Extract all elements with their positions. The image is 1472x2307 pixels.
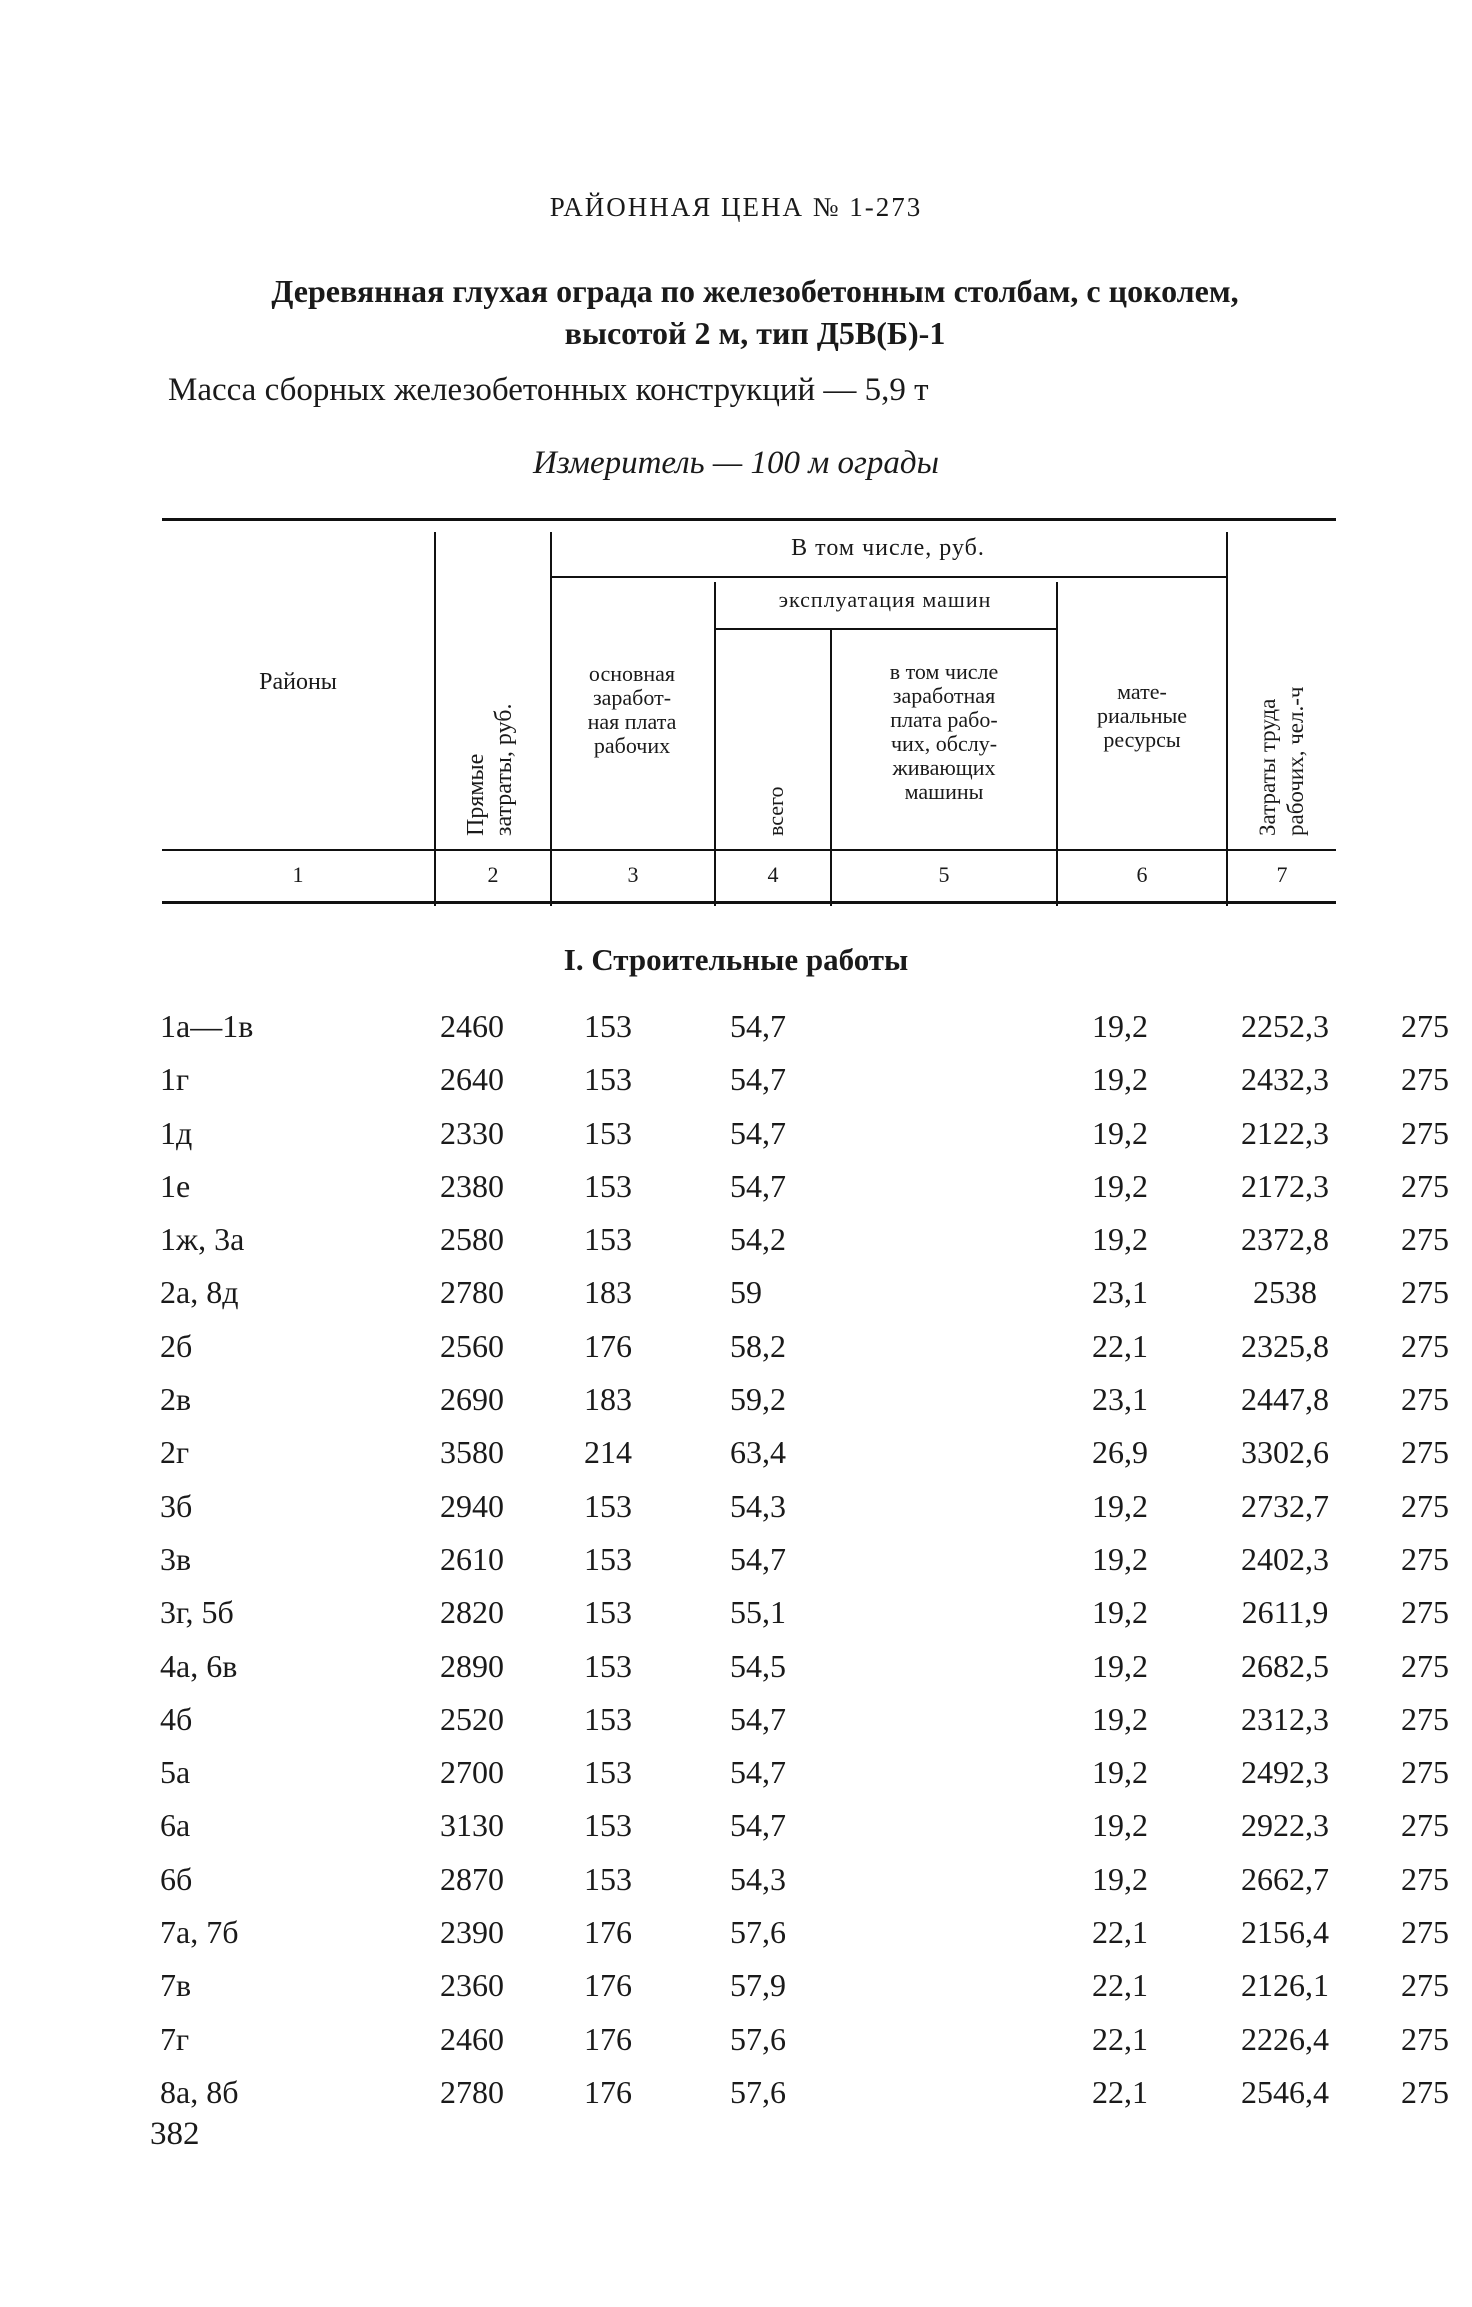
title-line-1: Деревянная глухая ограда по железобетонным столбам, с цоколем, [271, 273, 1239, 309]
region-cell: 6б [160, 1860, 193, 1897]
machine-wage-cell: 22,1 [1092, 1914, 1148, 1951]
base-wage-cell: 153 [584, 1008, 632, 1044]
labor-cell: 275 [1401, 2020, 1449, 2057]
base-wage-cell: 153 [584, 1540, 632, 1577]
title-line-2: высотой 2 м, тип Д5В(Б)-1 [564, 315, 946, 351]
labor-cell: 275 [1401, 1594, 1449, 1631]
direct-costs-cell: 2360 [440, 1967, 504, 2004]
base-wage-cell: 176 [584, 1967, 632, 2004]
column-number: 4 [767, 862, 779, 887]
machine-total-cell: 57,9 [730, 1967, 786, 2004]
machine-total-cell: 59 [730, 1274, 762, 1311]
machine-wage-cell: 22,1 [1092, 2073, 1148, 2110]
direct-costs-cell: 2330 [440, 1114, 504, 1151]
machine-total-cell: 57,6 [730, 2073, 786, 2110]
base-wage-cell: 153 [584, 1221, 632, 1258]
direct-costs-cell: 2780 [440, 2073, 504, 2110]
table-row [160, 1647, 1449, 1701]
mass-note: Масса сборных железобетонных конструкций — 5,9 т [168, 372, 929, 408]
direct-costs-cell: 2890 [440, 1647, 504, 1684]
direct-costs-cell: 2460 [440, 2020, 504, 2057]
region-cell: 6а [160, 1807, 191, 1844]
header-machine-operation: эксплуатация машин [778, 587, 992, 612]
base-wage-cell: 176 [584, 1914, 632, 1951]
header-base-wage: основная заработ- ная плата рабочих [587, 661, 677, 758]
materials-cell: 2156,4 [1241, 1914, 1329, 1951]
header-labor: Затраты труда рабочих, чел.-ч [1255, 686, 1308, 836]
region-cell: 7а, 7б [160, 1914, 239, 1951]
materials-cell: 2126,1 [1241, 1967, 1329, 2004]
direct-costs-cell: 2610 [440, 1540, 504, 1577]
base-wage-cell: 153 [584, 1807, 632, 1844]
table-row [160, 1700, 1449, 1754]
materials-cell: 2402,3 [1241, 1540, 1329, 1577]
machine-total-cell: 55,1 [730, 1594, 786, 1631]
header-including: В том числе, руб. [791, 535, 985, 561]
region-cell: 1ж, 3а [160, 1221, 245, 1258]
header-subrule [714, 628, 1056, 630]
labor-cell: 275 [1401, 1221, 1449, 1258]
machine-wage-cell: 22,1 [1092, 1967, 1148, 2004]
machine-total-cell: 57,6 [730, 2020, 786, 2057]
base-wage-cell: 176 [584, 2020, 632, 2057]
table-row [160, 1807, 1449, 1860]
machine-wage-cell: 19,2 [1092, 1594, 1148, 1631]
region-cell: 1а—1в [160, 1008, 254, 1044]
price-number-heading: РАЙОННАЯ ЦЕНА № 1-273 [549, 192, 923, 222]
labor-cell: 275 [1401, 1381, 1449, 1418]
base-wage-cell: 153 [584, 1754, 632, 1791]
machine-wage-cell: 22,1 [1092, 1327, 1148, 1364]
machine-wage-cell: 23,1 [1092, 1381, 1148, 1418]
table-row [160, 1434, 1449, 1487]
base-wage-cell: 153 [584, 1594, 632, 1631]
direct-costs-cell: 2690 [440, 1381, 504, 1418]
table-row [160, 1594, 1449, 1647]
machine-total-cell: 54,7 [730, 1754, 786, 1791]
column-number: 7 [1276, 862, 1288, 887]
base-wage-cell: 153 [584, 1700, 632, 1737]
header-bottom-rule [162, 901, 1336, 904]
labor-cell: 275 [1401, 1114, 1449, 1151]
machine-total-cell: 54,5 [730, 1647, 786, 1684]
table-row [160, 1487, 1449, 1541]
machine-total-cell: 54,7 [730, 1061, 786, 1098]
table-row [160, 1114, 1449, 1168]
machine-wage-cell: 26,9 [1092, 1434, 1148, 1471]
machine-total-cell: 54,7 [730, 1114, 786, 1151]
base-wage-cell: 153 [584, 1487, 632, 1524]
labor-cell: 275 [1401, 1274, 1449, 1311]
labor-cell: 275 [1401, 1327, 1449, 1364]
materials-cell: 2172,3 [1241, 1167, 1329, 1204]
materials-cell: 2447,8 [1241, 1381, 1329, 1418]
region-cell: 4б [160, 1700, 193, 1737]
table-row [160, 1061, 1449, 1114]
base-wage-cell: 176 [584, 2073, 632, 2110]
machine-total-cell: 54,7 [730, 1167, 786, 1204]
materials-cell: 2252,3 [1241, 1008, 1329, 1044]
table-row [160, 2073, 1449, 2127]
table-row [160, 1860, 1449, 1914]
region-cell: 2б [160, 1327, 193, 1364]
header-number-rule [162, 849, 1336, 851]
section-title: I. Строительные работы [563, 942, 909, 977]
column-number: 2 [487, 862, 499, 887]
labor-cell: 275 [1401, 1167, 1449, 1204]
machine-total-cell: 54,2 [730, 1221, 786, 1258]
base-wage-cell: 183 [584, 1381, 632, 1418]
machine-wage-cell: 19,2 [1092, 1008, 1148, 1044]
direct-costs-cell: 3130 [440, 1807, 504, 1844]
header-divider [714, 582, 716, 906]
base-wage-cell: 153 [584, 1647, 632, 1684]
base-wage-cell: 153 [584, 1114, 632, 1151]
labor-cell: 275 [1401, 1914, 1449, 1951]
region-cell: 1д [160, 1114, 193, 1151]
header-machine-total: всего [763, 786, 788, 836]
machine-total-cell: 54,3 [730, 1487, 786, 1524]
labor-cell: 275 [1401, 1860, 1449, 1897]
base-wage-cell: 176 [584, 1327, 632, 1364]
direct-costs-cell: 2700 [440, 1754, 504, 1791]
region-cell: 2а, 8д [160, 1274, 239, 1311]
direct-costs-cell: 2380 [440, 1167, 504, 1204]
header-divider [1056, 582, 1058, 906]
header-direct-costs: Прямые затраты, руб. [463, 703, 517, 836]
machine-total-cell: 58,2 [730, 1327, 786, 1364]
materials-cell: 2611,9 [1241, 1594, 1329, 1631]
header-materials: мате- риальные ресурсы [1096, 679, 1188, 752]
materials-cell: 3302,6 [1241, 1434, 1329, 1471]
labor-cell: 275 [1401, 1700, 1449, 1737]
table-row [160, 1540, 1449, 1594]
labor-cell: 275 [1401, 1967, 1449, 2004]
region-cell: 3б [160, 1487, 193, 1524]
machine-wage-cell: 19,2 [1092, 1221, 1148, 1258]
base-wage-cell: 153 [584, 1167, 632, 1204]
machine-wage-cell: 23,1 [1092, 1274, 1148, 1311]
machine-wage-cell: 19,2 [1092, 1700, 1148, 1737]
table-row [160, 1274, 1449, 1327]
header-top-rule [162, 518, 1336, 521]
direct-costs-cell: 3580 [440, 1434, 504, 1471]
table-row [160, 1167, 1449, 1221]
direct-costs-cell: 2560 [440, 1327, 504, 1364]
direct-costs-cell: 2870 [440, 1860, 504, 1897]
direct-costs-cell: 2460 [440, 1008, 504, 1044]
table-row [160, 1221, 1449, 1274]
column-number: 6 [1136, 862, 1148, 887]
table-row [160, 2020, 1449, 2074]
table-row [160, 1967, 1449, 2020]
region-cell: 4а, 6в [160, 1647, 238, 1684]
machine-total-cell: 54,7 [730, 1008, 786, 1044]
machine-total-cell: 54,7 [730, 1807, 786, 1844]
region-cell: 2в [160, 1381, 192, 1418]
labor-cell: 275 [1401, 1647, 1449, 1684]
machine-wage-cell: 19,2 [1092, 1807, 1148, 1844]
materials-cell: 2432,3 [1241, 1061, 1329, 1098]
column-number: 1 [292, 862, 304, 887]
table-body [160, 1008, 1449, 2127]
materials-cell: 2538 [1253, 1274, 1317, 1311]
region-cell: 5а [160, 1754, 191, 1791]
direct-costs-cell: 2820 [440, 1594, 504, 1631]
materials-cell: 2226,4 [1241, 2020, 1329, 2057]
materials-cell: 2662,7 [1241, 1860, 1329, 1897]
labor-cell: 275 [1401, 2073, 1449, 2110]
base-wage-cell: 214 [584, 1434, 632, 1471]
machine-wage-cell: 19,2 [1092, 1860, 1148, 1897]
table-row [160, 1008, 1449, 1061]
materials-cell: 2732,7 [1241, 1487, 1329, 1524]
labor-cell: 275 [1401, 1061, 1449, 1098]
table-row [160, 1327, 1449, 1381]
direct-costs-cell: 2640 [440, 1061, 504, 1098]
machine-wage-cell: 19,2 [1092, 1540, 1148, 1577]
materials-cell: 2922,3 [1241, 1807, 1329, 1844]
region-cell: 3г, 5б [160, 1594, 234, 1631]
table-row [160, 1914, 1449, 1967]
direct-costs-cell: 2390 [440, 1914, 504, 1951]
machine-wage-cell: 22,1 [1092, 2020, 1148, 2057]
column-number: 5 [938, 862, 950, 887]
labor-cell: 275 [1401, 1754, 1449, 1791]
region-cell: 1г [160, 1061, 190, 1098]
base-wage-cell: 153 [584, 1061, 632, 1098]
header-subrule [550, 576, 1226, 578]
machine-wage-cell: 19,2 [1092, 1114, 1148, 1151]
machine-wage-cell: 19,2 [1092, 1754, 1148, 1791]
materials-cell: 2372,8 [1241, 1221, 1329, 1258]
direct-costs-cell: 2940 [440, 1487, 504, 1524]
base-wage-cell: 183 [584, 1274, 632, 1311]
machine-total-cell: 54,7 [730, 1700, 786, 1737]
materials-cell: 2325,8 [1241, 1327, 1329, 1364]
measure-note: Измеритель — 100 м ограды [533, 445, 939, 481]
region-cell: 7г [160, 2020, 190, 2057]
machine-total-cell: 63,4 [730, 1434, 786, 1471]
region-cell: 2г [160, 1434, 190, 1471]
table-row [160, 1381, 1449, 1434]
labor-cell: 275 [1401, 1008, 1449, 1044]
direct-costs-cell: 2780 [440, 1274, 504, 1311]
machine-wage-cell: 19,2 [1092, 1487, 1148, 1524]
column-number: 3 [627, 862, 639, 887]
materials-cell: 2492,3 [1241, 1754, 1329, 1791]
machine-total-cell: 54,7 [730, 1540, 786, 1577]
machine-total-cell: 59,2 [730, 1381, 786, 1418]
region-cell: 8а, 8б [160, 2073, 239, 2110]
document-title [160, 270, 1350, 354]
machine-total-cell: 54,3 [730, 1860, 786, 1897]
labor-cell: 275 [1401, 1434, 1449, 1471]
materials-cell: 2682,5 [1241, 1647, 1329, 1684]
labor-cell: 275 [1401, 1487, 1449, 1524]
direct-costs-cell: 2580 [440, 1221, 504, 1258]
machine-total-cell: 57,6 [730, 1914, 786, 1951]
header-machine-wage: в том числе заработная плата рабо- чих, обслу- живающих машины [889, 659, 999, 804]
materials-cell: 2546,4 [1241, 2073, 1329, 2110]
region-cell: 7в [160, 1967, 192, 2004]
page-number: 382 [150, 2116, 200, 2152]
table-header [162, 518, 1336, 906]
region-cell: 1е [160, 1167, 191, 1204]
machine-wage-cell: 19,2 [1092, 1061, 1148, 1098]
labor-cell: 275 [1401, 1807, 1449, 1844]
machine-wage-cell: 19,2 [1092, 1167, 1148, 1204]
materials-cell: 2312,3 [1241, 1700, 1329, 1737]
base-wage-cell: 153 [584, 1860, 632, 1897]
machine-wage-cell: 19,2 [1092, 1647, 1148, 1684]
direct-costs-cell: 2520 [440, 1700, 504, 1737]
region-cell: 3в [160, 1540, 192, 1577]
labor-cell: 275 [1401, 1540, 1449, 1577]
table-row [160, 1754, 1449, 1807]
materials-cell: 2122,3 [1241, 1114, 1329, 1151]
header-regions: Районы [259, 669, 337, 695]
